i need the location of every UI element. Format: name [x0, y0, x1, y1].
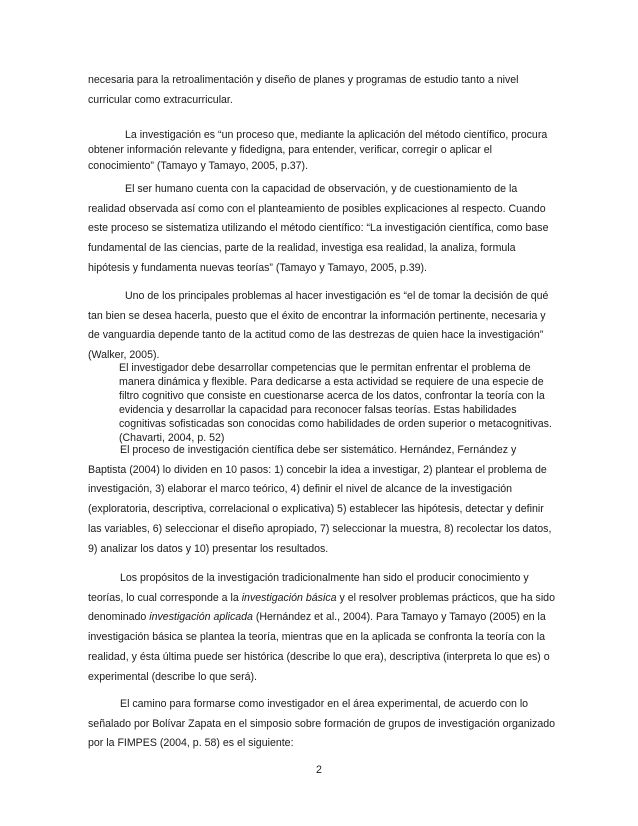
text-segment: y el resolver problemas prácticos, que ha sido denominado	[88, 591, 555, 624]
page-number: 2	[316, 764, 322, 776]
paragraph-human-observation: El ser humano cuenta con la capacidad de observación, y de cuestionamiento de la realidad observada así como con el planteamiento de posibles explicaciones al respecto. Cuando este proceso se sistematiza utilizando el método científico: “La investigación científica, como base fundamental de las ciencias, parte de la realidad, investiga esa realidad, la analiza, formula hipótesis y fundamenta nuevas teorías” (Tamayo y Tamayo, 2005, p.39).	[88, 183, 549, 274]
paragraph-main-problems: Uno de los principales problemas al hacer investigación es “el de tomar la decisión de qué tan bien se desea hacerla, puesto que el éxito de encontrar la información pertinente, necesaria y de vanguardia depende tanto de la actitud como de las destrezas de quien hace la investigación” (Walker, 2005).	[88, 290, 549, 362]
paragraph-research-purposes	[88, 569, 556, 687]
paragraph-research-steps: El proceso de investigación científica debe ser sistemático. Hernández, Fernández y Baptista (2004) lo dividen en 10 pasos: 1) concebir la idea a investigar, 2) plantear el problema de investigación, 3) elaborar el marco teórico, 4) definir el nivel de alcance de la investigación (exploratoria, descriptiva, correlacional o explicativa) 5) establecer las hipótesis, detectar y definir las variables, 6) seleccionar el diseño apropiado, 7) seleccionar la muestra, 8) recolectar los datos, 9) analizar los datos y 10) presentar los resultados.	[88, 444, 552, 555]
paragraph-researcher-path: El camino para formarse como investigador en el área experimental, de acuerdo con lo señalado por Bolívar Zapata en el simposio sobre formación de grupos de investigación organizado por la FIMPES (2004, p. 58) es el siguiente:	[88, 698, 555, 750]
text-segment: Los propósitos de la investigación tradicionalmente han sido el producir conocimiento y teorías, lo cual corresponde a la	[88, 572, 529, 604]
emphasis-applied-research: investigación aplicada	[149, 611, 253, 624]
paragraph-continuation: necesaria para la retroalimentación y diseño de planes y programas de estudio tanto a nivel curricular como extracurricular.	[88, 74, 519, 106]
paragraph-definition: La investigación es “un proceso que, mediante la aplicación del método científico, procura obtener información relevante y fidedigna, para entender, verificar, corregir o aplicar el conocimiento” (Tamayo y Tamayo, 2005, p.37).	[88, 129, 548, 172]
emphasis-basic-research: investigación básica	[241, 591, 337, 604]
block-quote: El investigador debe desarrollar competencias que le permitan enfrentar el problema de manera dinámica y flexible. Para dedicarse a esta actividad se requiere de una especie de filtro cognitivo que consiste en cuestionarse acerca de los datos, confrontar la teoría con la evidencia y desarrollar la capacidad para reconocer falsas teorías. Estas habilidades cognitivas sofisticadas son conocidas como habilidades de orden superior o metacognitivas. (Chavarti, 2004, p. 52)	[119, 362, 552, 444]
text-segment: (Hernández et al., 2004). Para Tamayo y Tamayo (2005) en la investigación básica se plantea la teoría, mientras que en la aplicada se confronta la teoría con la realidad, y ésta última puede ser histórica (describe lo que era), descriptiva (interpreta lo que es) o experimental (describe lo que será).	[88, 611, 550, 683]
